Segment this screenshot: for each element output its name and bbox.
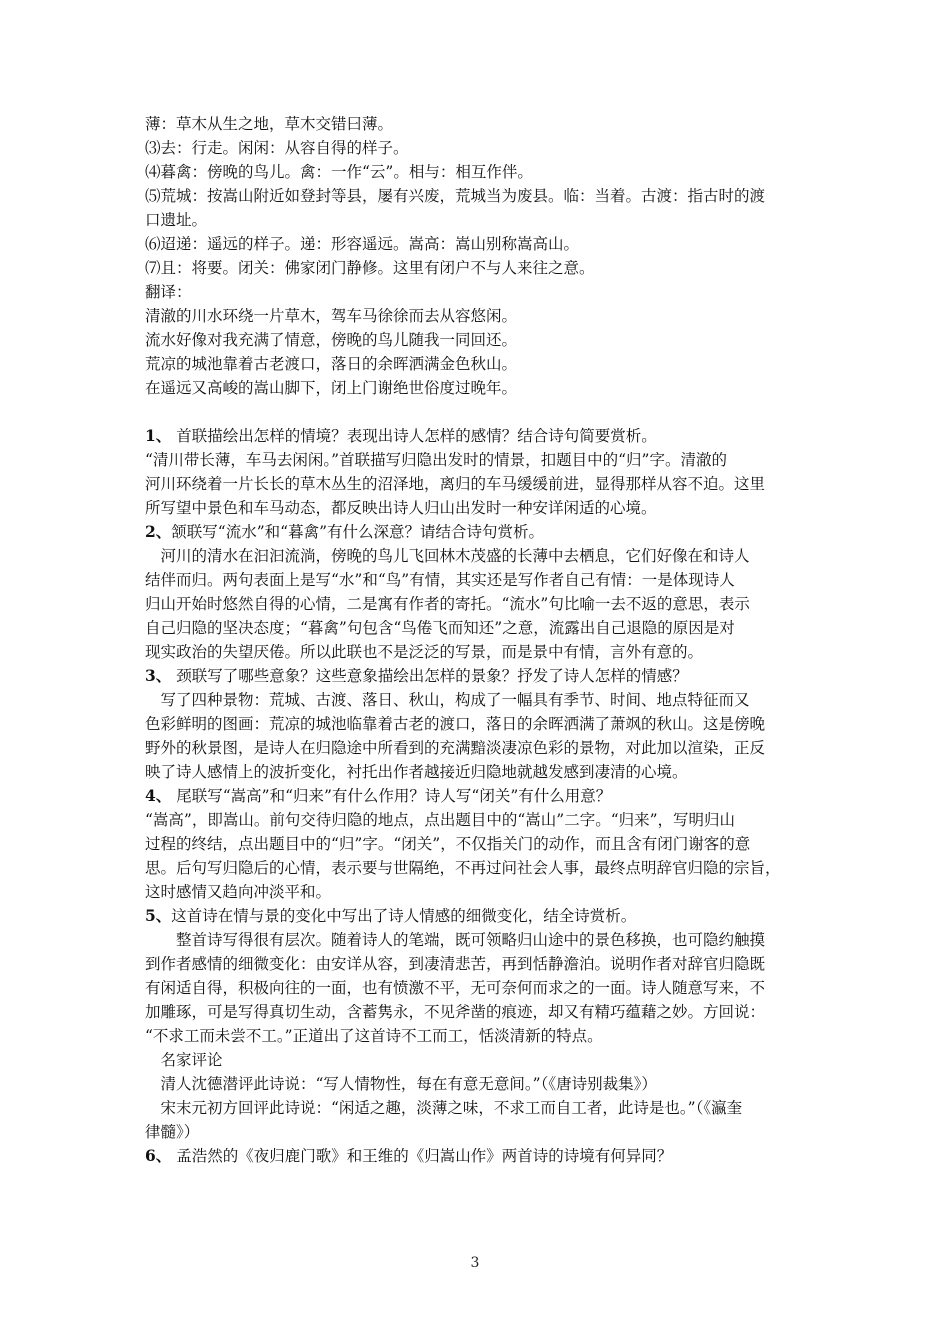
answer-line: 思。后句写归隐后的心情，表示要与世隔绝，不再过问社会人事，最终点明辞官归隐的宗旨， — [145, 859, 781, 877]
question-text: 颈联写了哪些意象？这些意象描绘出怎样的景象？抒发了诗人怎样的情感？ — [171, 667, 688, 685]
note-line: ⑺且：将要。闭关：佛家闭门静修。这里有闭户不与人来往之意。 — [145, 259, 595, 277]
question-heading — [145, 664, 810, 688]
answer-line: 河川的清水在汩汩流淌，傍晚的鸟儿飞回林木茂盛的长薄中去栖息，它们好像在和诗人 — [160, 547, 750, 565]
note-line: 薄：草木从生之地，草木交错曰薄。 — [145, 115, 394, 133]
review-line: 宋末元初方回评此诗说：“闲适之趣，淡薄之味，不求工而自工者，此诗是也。”（《瀛奎 — [160, 1099, 743, 1117]
question-block — [145, 424, 810, 520]
question-heading — [145, 1144, 810, 1168]
question-heading — [145, 904, 810, 928]
answer-line: 加雕琢，可是写得真切生动，含蓄隽永，不见斧凿的痕迹，却又有精巧蕴藉之妙。方回说： — [145, 1003, 766, 1021]
answer-line: 野外的秋景图，是诗人在归隐途中所看到的充满黯淡凄凉色彩的景物，对此加以渲染，正反 — [145, 739, 766, 757]
reviews-heading: 名家评论 — [160, 1051, 223, 1069]
answer-line: 到作者感情的细微变化：由安详从容，到凄清悲苦，再到恬静澹泊。说明作者对辞官归隐既 — [145, 955, 766, 973]
answer-line: “不求工而未尝不工。”正道出了这首诗不工而工，恬淡清新的特点。 — [145, 1027, 603, 1045]
question-number: 6、 — [145, 1146, 172, 1165]
answer-line: 有闲适自得，积极向往的一面，也有愤激不平，无可奈何而求之的一面。诗人随意写来，不 — [145, 979, 766, 997]
answer-line: 所写望中景色和车马动态，都反映出诗人归山出发时一种安详闲适的心境。 — [145, 499, 657, 517]
question-text: 这首诗在情与景的变化中写出了诗人情感的细微变化，结全诗赏析。 — [171, 907, 637, 925]
answer-line: 映了诗人感情上的波折变化，衬托出作者越接近归隐地就越发感到凄清的心境。 — [145, 763, 688, 781]
answer-line: 写了四种景物：荒城、古渡、落日、秋山，构成了一幅具有季节、时间、地点特征而又 — [160, 691, 750, 709]
note-line: ⑷暮禽：傍晚的鸟儿。禽：一作“云”。相与：相互作伴。 — [145, 163, 533, 181]
page-number: 3 — [470, 1255, 480, 1271]
notes-section — [145, 112, 810, 280]
question-number: 1、 — [145, 426, 172, 445]
note-line: ⑹迢递：遥远的样子。递：形容遥远。嵩高：嵩山别称嵩高山。 — [145, 235, 580, 253]
translation-section — [145, 280, 810, 400]
answer-line: 自己归隐的坚决态度；“暮禽”句包含“鸟倦飞而知还”之意，流露出自己退隐的原因是对 — [145, 619, 735, 637]
question-number: 2、 — [145, 522, 172, 541]
note-line: 口遗址。 — [145, 211, 208, 229]
answer-line: 归山开始时悠然自得的心情，二是寓有作者的寄托。“流水”句比喻一去不返的意思，表示 — [145, 595, 750, 613]
page-content — [145, 112, 810, 1168]
answer-line: 整首诗写得很有层次。随着诗人的笔端，既可领略归山途中的景色移换，也可隐约触摸 — [176, 931, 766, 949]
question-block — [145, 664, 810, 784]
answer-line: 结伴而归。两句表面上是写“水”和“鸟”有情，其实还是写作者自己有情：一是体现诗人 — [145, 571, 735, 589]
question-text: 孟浩然的《夜归鹿门歌》和王维的《归嵩山作》两首诗的诗境有何异同？ — [171, 1147, 673, 1165]
answer-line: 这时感情又趋向冲淡平和。 — [145, 883, 332, 901]
translation-line: 荒凉的城池靠着古老渡口，落日的余晖洒满金色秋山。 — [145, 355, 518, 373]
question-block — [145, 784, 810, 904]
question-heading — [145, 424, 810, 448]
answer-line: 现实政治的失望厌倦。所以此联也不是泛泛的写景，而是景中有情，言外有意的。 — [145, 643, 704, 661]
translation-heading: 翻译： — [145, 283, 192, 301]
review-line: 清人沈德潜评此诗说：“写人情物性，每在有意无意间。”（《唐诗别裁集》） — [160, 1075, 657, 1093]
answer-line: “嵩高”，即嵩山。前句交待归隐的地点，点出题目中的“嵩山”二字。“归来”，写明归山 — [145, 811, 736, 829]
note-line: ⑶去：行走。闲闲：从容自得的样子。 — [145, 139, 409, 157]
translation-line: 在遥远又高峻的嵩山脚下，闭上门谢绝世俗度过晚年。 — [145, 379, 518, 397]
question-number: 3、 — [145, 666, 172, 685]
review-line: 律髓》） — [145, 1123, 200, 1141]
question-block — [145, 520, 810, 664]
question-heading — [145, 520, 810, 544]
answer-line: 色彩鲜明的图画：荒凉的城池临靠着古老的渡口，落日的余晖洒满了萧飒的秋山。这是傍晚 — [145, 715, 766, 733]
answer-line: 河川环绕着一片长长的草木丛生的沼泽地，离归的车马缓缓前进，显得那样从容不迫。这里 — [145, 475, 766, 493]
translation-line: 流水好像对我充满了情意，傍晚的鸟儿随我一同回还。 — [145, 331, 518, 349]
question-block — [145, 1144, 810, 1168]
answer-line: 过程的终结，点出题目中的“归”字。“闭关”，不仅指关门的动作，而且含有闭门谢客的意 — [145, 835, 751, 853]
answer-line: “清川带长薄，车马去闲闲。”首联描写归隐出发时的情景，扣题目中的“归”字。清澈的 — [145, 451, 727, 469]
question-number: 4、 — [145, 786, 172, 805]
question-text: 首联描绘出怎样的情境？表现出诗人怎样的感情？结合诗句简要赏析。 — [171, 427, 657, 445]
reviews-section — [145, 1048, 810, 1144]
question-heading — [145, 784, 810, 808]
question-number: 5、 — [145, 906, 172, 925]
translation-line: 清澈的川水环绕一片草木，驾车马徐徐而去从容悠闲。 — [145, 307, 518, 325]
question-block — [145, 904, 810, 1048]
question-text: 颔联写“流水”和“暮禽”有什么深意？请结合诗句赏析。 — [171, 523, 544, 541]
note-line: ⑸荒城：按嵩山附近如登封等县，屡有兴废，荒城当为废县。临：当着。古渡：指古时的渡 — [145, 187, 766, 205]
section-gap — [145, 400, 810, 424]
question-text: 尾联写“嵩高”和“归来”有什么作用？诗人写“闭关”有什么用意？ — [171, 787, 612, 805]
